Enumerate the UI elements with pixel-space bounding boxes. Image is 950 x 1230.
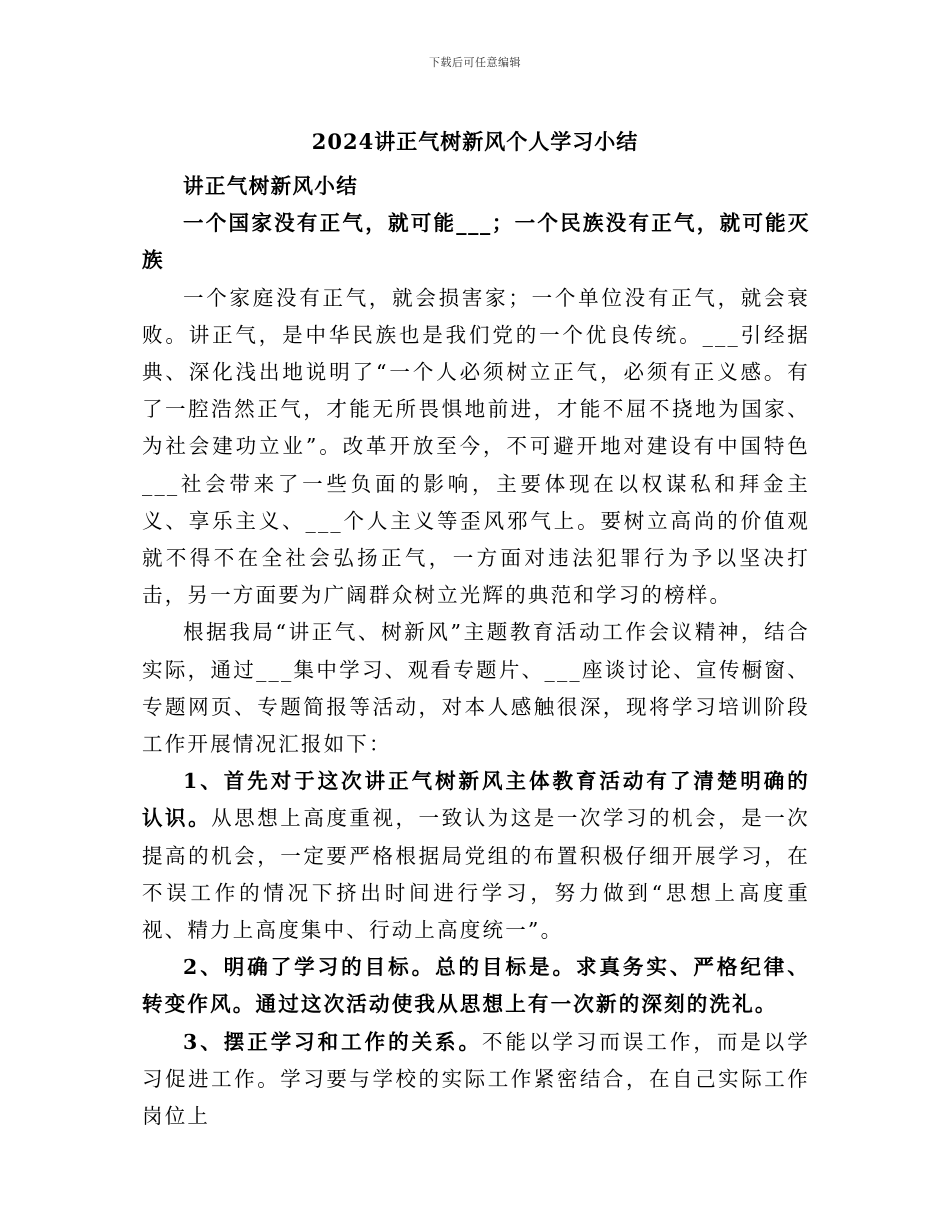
paragraph-2-text: 根据我局“讲正气、树新风”主题教育活动工作会议精神，结合实际，通过___集中学习、观看专题片、___座谈讨论、宣传橱窗、专题网页、专题简报等活动，对本人感触很深，现将学习培训阶段工作开展情况汇报如下： (142, 620, 810, 757)
paragraph-3-text: 从思想上高度重视，一致认为这是一次学习的机会，是一次提高的机会，一定要严格根据局党组的布置积极仔细开展学习，在不误工作的情况下挤出时间进行学习，努力做到“思想上高度重视、精力上高度集中、行动上高度统一”。 (142, 806, 810, 943)
paragraph-1-text: 一个家庭没有正气，就会损害家；一个单位没有正气，就会衰败。讲正气，是中华民族也是我们党的一个优良传统。___引经据典、深化浅出地说明了“一个人必须树立正气，必须有正义感。有了一腔浩然正气，才能无所畏惧地前进，才能不屈不挠地为国家、为社会建功立业”。改革开放至今，不可避开地对建设有中国特色___社会带来了一些负面的影响，主要体现在以权谋私和拜金主义、享乐主义、___个人主义等歪风邪气上。要树立高尚的价值观就不得不在全社会弘扬正气，一方面对违法犯罪行为予以坚决打击，另一方面要为广阔群众树立光辉的典范和学习的榜样。 (142, 285, 810, 608)
document-title: 2024讲正气树新风个人学习小结 (311, 129, 639, 154)
document-body (142, 168, 810, 1135)
paragraph-3-lead: 1、首先对于这次讲正气树新风主体教育活动有了清楚明确的认识。 (142, 769, 810, 831)
page-header-note: 下载后可任意编辑 (429, 56, 521, 69)
paragraph-5 (142, 1024, 810, 1136)
section-heading: 讲正气树新风小结 (183, 174, 359, 198)
paragraph-5-text: 不能以学习而误工作，而是以学习促进工作。学习要与学校的实际工作紧密结合，在自己实际工作岗位上 (142, 1029, 810, 1129)
paragraph-2 (142, 614, 810, 763)
subheading: 一个国家没有正气，就可能___；一个民族没有正气，就可能灭族 (142, 211, 810, 273)
paragraph-4-lead: 2、明确了学习的目标。总的目标是。求真务实、严格纪律、转变作风。通过这次活动使我从思想上有一次新的深刻的洗礼。 (142, 955, 810, 1017)
paragraph-5-lead: 3、摆正学习和工作的关系。 (183, 1029, 483, 1054)
paragraph-4 (142, 949, 810, 1023)
paragraph-3 (142, 763, 810, 949)
paragraph-1 (142, 280, 810, 615)
